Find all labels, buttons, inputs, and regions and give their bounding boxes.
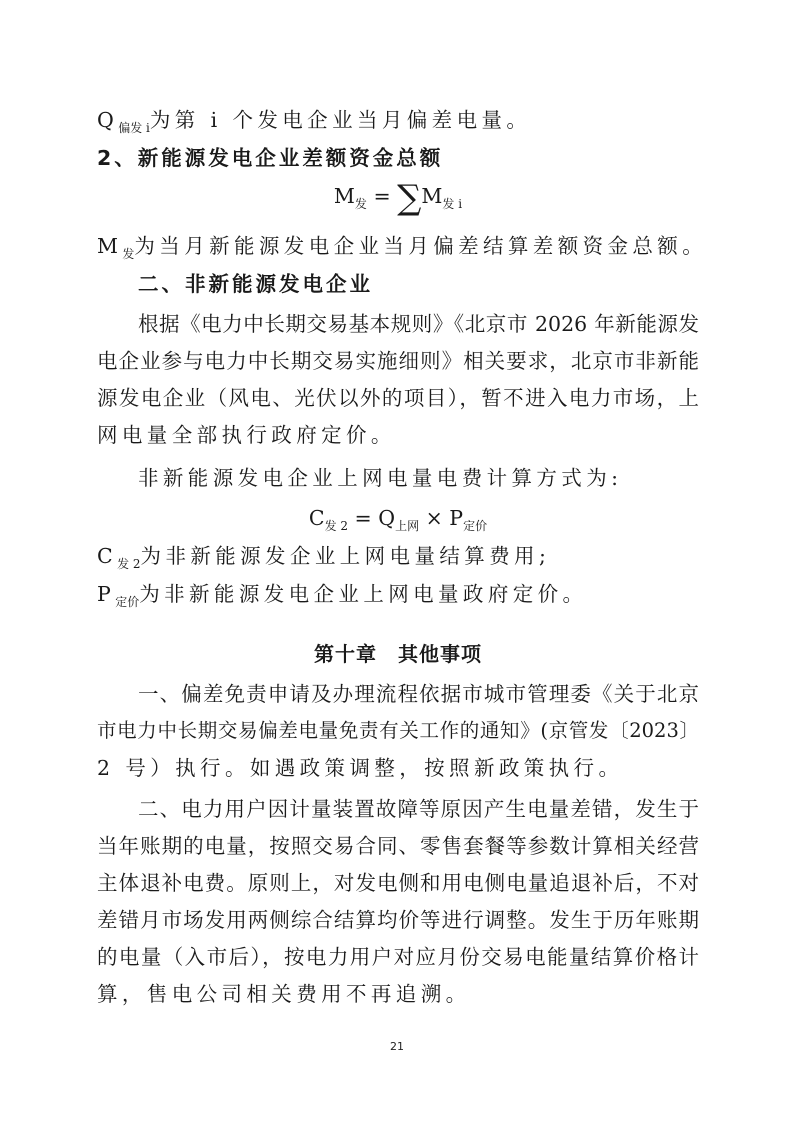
paragraph-line: 网电量全部执行政府定价。 <box>97 423 396 447</box>
definition-text: 为第 i 个发电企业当月偏差电量。 <box>149 108 532 132</box>
heading-non-new-energy: 二、非新能源发电企业 <box>138 272 373 296</box>
page-number: 21 <box>390 1040 404 1053</box>
subscript: 发 2 <box>117 557 141 571</box>
var-m: M <box>421 184 443 208</box>
var-c: C <box>308 506 325 530</box>
paragraph-line: 一、偏差免责申请及办理流程依据市城市管理委《关于北京 <box>138 682 699 706</box>
formula-m-total <box>97 178 699 218</box>
definition-text: 为非新能源发企业上网电量结算费用; <box>140 544 551 568</box>
paragraph-line: 算，售电公司相关费用不再追溯。 <box>97 982 471 1006</box>
p-definition <box>97 580 699 616</box>
heading-new-energy-total: 2、新能源发电企业差额资金总额 <box>97 146 444 170</box>
paragraph-line: 主体退补电费。原则上，对发电侧和用电侧电量追退补后，不对 <box>97 871 699 895</box>
formula-c-fee <box>97 504 699 540</box>
var-m: M <box>333 184 355 208</box>
definition-text: 为非新能源发电企业上网电量政府定价。 <box>139 582 588 606</box>
subscript: 发 i <box>442 197 463 211</box>
subscript: 上网 <box>395 519 420 533</box>
var-c: C <box>97 544 118 568</box>
var-p: P <box>97 582 116 606</box>
subscript: 发 2 <box>324 519 349 533</box>
subscript: 发 <box>354 197 367 211</box>
c-definition <box>97 542 699 578</box>
subscript: 定价 <box>115 595 140 609</box>
paragraph-line: 市电力中长期交易偏差电量免责有关工作的通知》(京管发〔2023〕 <box>97 719 699 742</box>
paragraph-line: 二、电力用户因计量装置故障等原因产生电量差错，发生于 <box>138 797 699 821</box>
times-sign: × <box>419 506 450 530</box>
paragraph-line: 根据《电力中长期交易基本规则》《北京市 2026 年新能源发 <box>138 312 699 336</box>
paragraph-line: 当年账期的电量，按照交易合同、零售套餐等参数计算相关经营 <box>97 834 699 858</box>
m-definition <box>97 232 708 268</box>
chapter-title: 第十章 其他事项 <box>314 642 482 666</box>
equals-sign: = <box>366 184 398 208</box>
subscript: 发 <box>122 247 135 261</box>
paragraph-line: 电企业参与电力中长期交易实施细则》相关要求，北京市非新能 <box>97 349 699 373</box>
q-definition <box>97 106 699 142</box>
var-p: P <box>449 506 464 530</box>
var-m: M <box>97 234 123 258</box>
paragraph-line: 2 号）执行。如遇政策调整，按照新政策执行。 <box>97 756 624 780</box>
var-q: Q <box>378 506 396 530</box>
paragraph-line: 的电量（入市后），按电力用户对应月份交易电能量结算价格计 <box>97 945 699 969</box>
definition-text: 为当月新能源发电企业当月偏差结算差额资金总额。 <box>134 234 708 258</box>
calc-intro: 非新能源发电企业上网电量电费计算方式为: <box>138 466 623 490</box>
paragraph-line: 源发电企业（风电、光伏以外的项目），暂不进入电力市场，上 <box>97 386 699 410</box>
sigma-icon: ∑ <box>397 178 422 218</box>
subscript: 定价 <box>463 519 488 533</box>
paragraph-line: 差错月市场发用两侧综合结算均价等进行调整。发生于历年账期 <box>97 908 699 932</box>
subscript: 偏发 i <box>118 121 150 135</box>
var-q: Q <box>97 108 119 132</box>
equals-sign: = <box>348 506 379 530</box>
